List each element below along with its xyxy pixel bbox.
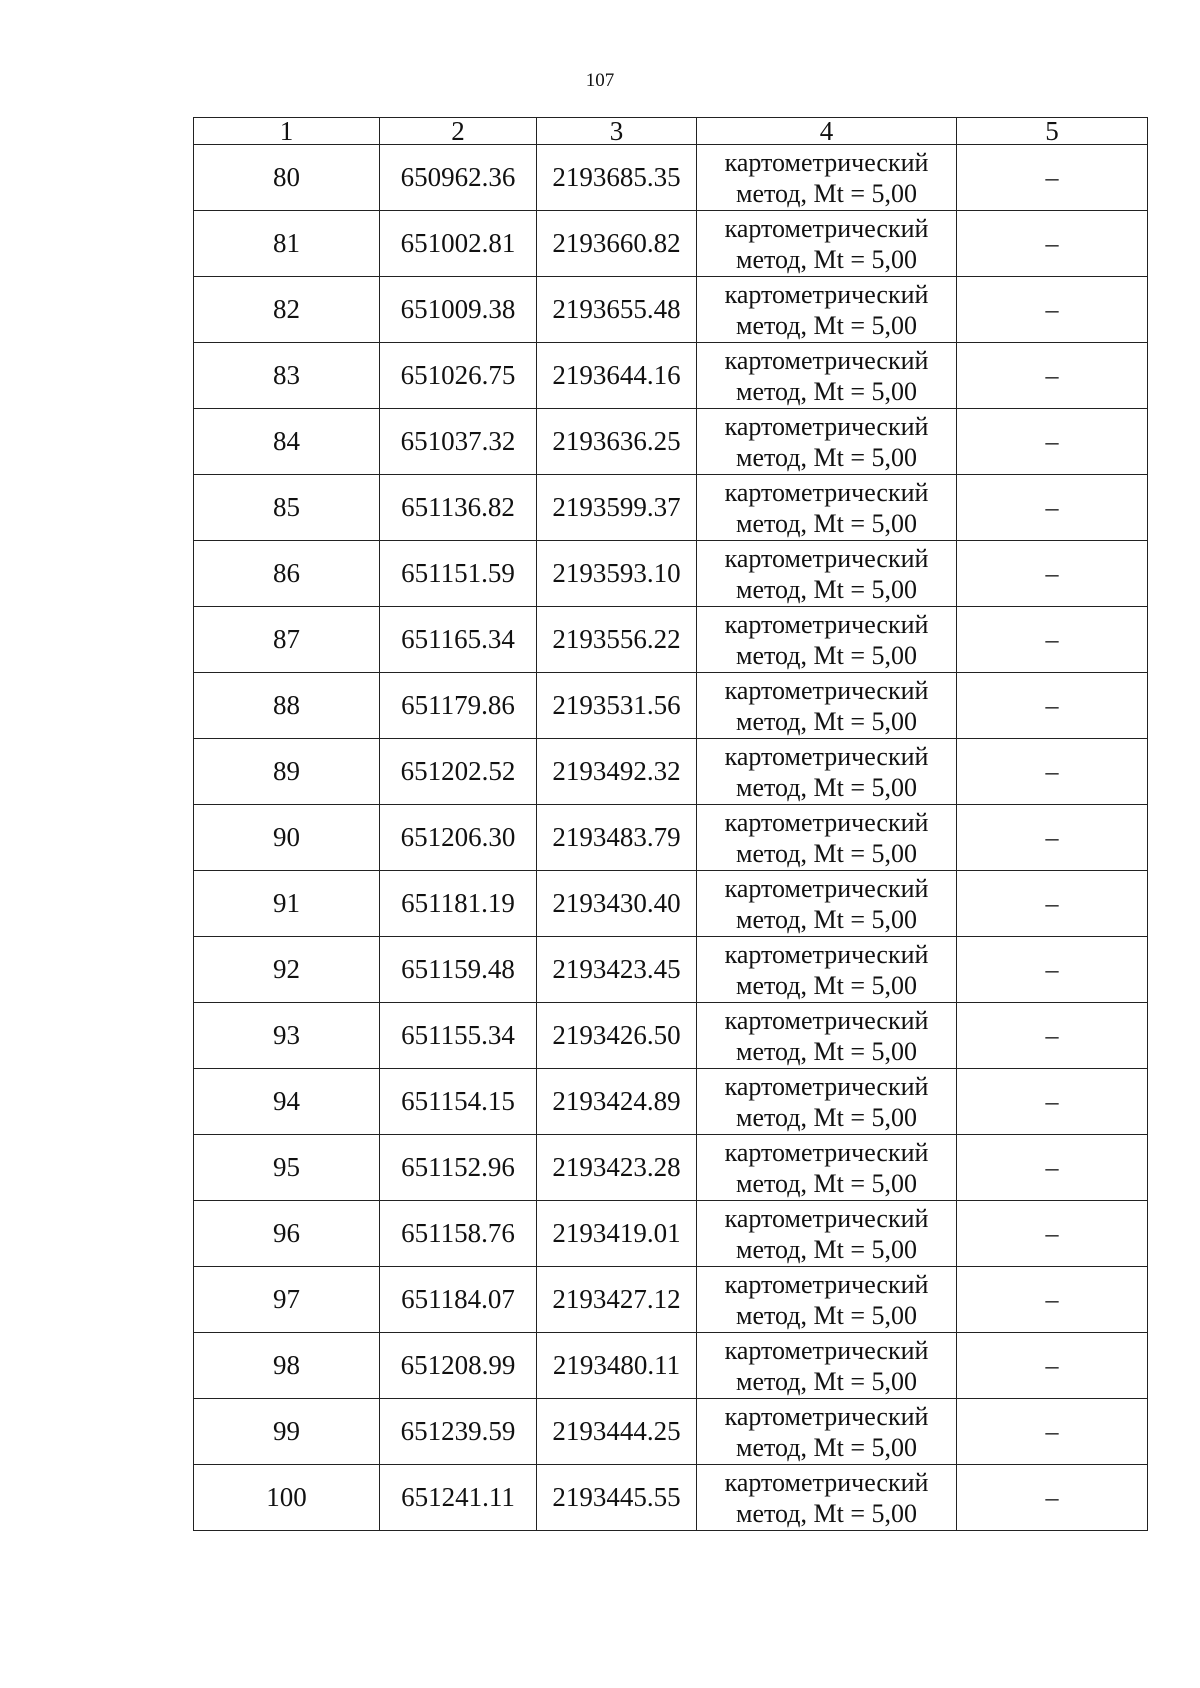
method-cell	[697, 937, 957, 1003]
method-cell	[697, 145, 957, 211]
y-coordinate-cell: 2193644.16	[537, 343, 697, 409]
x-coordinate-cell: 651179.86	[380, 673, 537, 739]
point-number-cell: 80	[194, 145, 380, 211]
column-5-cell: –	[957, 871, 1148, 937]
column-5-cell: –	[957, 1135, 1148, 1201]
column-5-cell: –	[957, 1201, 1148, 1267]
point-number-cell: 91	[194, 871, 380, 937]
method-line-1: картометрический	[724, 147, 929, 177]
x-coordinate-cell: 651151.59	[380, 541, 537, 607]
header-col-2: 2	[380, 118, 537, 145]
method-line-2: метод, Mt = 5,00	[736, 574, 917, 604]
point-number-cell: 83	[194, 343, 380, 409]
y-coordinate-cell: 2193492.32	[537, 739, 697, 805]
method-line-2: метод, Mt = 5,00	[736, 1432, 917, 1462]
method-line-1: картометрический	[724, 1005, 929, 1035]
column-5-cell: –	[957, 1465, 1148, 1531]
method-line-2: метод, Mt = 5,00	[736, 904, 917, 934]
point-number-cell: 86	[194, 541, 380, 607]
method-line-2: метод, Mt = 5,00	[736, 1036, 917, 1066]
point-number-cell: 85	[194, 475, 380, 541]
method-line-2: метод, Mt = 5,00	[736, 970, 917, 1000]
method-cell	[697, 673, 957, 739]
method-cell	[697, 805, 957, 871]
y-coordinate-cell: 2193483.79	[537, 805, 697, 871]
method-cell	[697, 211, 957, 277]
column-5-cell: –	[957, 475, 1148, 541]
method-line-2: метод, Mt = 5,00	[736, 640, 917, 670]
method-line-2: метод, Mt = 5,00	[736, 178, 917, 208]
method-cell	[697, 607, 957, 673]
method-line-1: картометрический	[724, 1269, 929, 1299]
point-number-cell: 98	[194, 1333, 380, 1399]
x-coordinate-cell: 651158.76	[380, 1201, 537, 1267]
column-5-cell: –	[957, 805, 1148, 871]
method-cell	[697, 1267, 957, 1333]
method-line-1: картометрический	[724, 279, 929, 309]
point-number-cell: 88	[194, 673, 380, 739]
point-number-cell: 87	[194, 607, 380, 673]
x-coordinate-cell: 651026.75	[380, 343, 537, 409]
method-cell	[697, 541, 957, 607]
method-line-2: метод, Mt = 5,00	[736, 244, 917, 274]
method-line-1: картометрический	[724, 807, 929, 837]
table-row	[194, 1399, 1148, 1465]
y-coordinate-cell: 2193423.45	[537, 937, 697, 1003]
x-coordinate-cell: 651159.48	[380, 937, 537, 1003]
x-coordinate-cell: 651002.81	[380, 211, 537, 277]
x-coordinate-cell: 651009.38	[380, 277, 537, 343]
table-row	[194, 607, 1148, 673]
column-5-cell: –	[957, 211, 1148, 277]
column-5-cell: –	[957, 343, 1148, 409]
table-row	[194, 871, 1148, 937]
point-number-cell: 92	[194, 937, 380, 1003]
point-number-cell: 99	[194, 1399, 380, 1465]
column-5-cell: –	[957, 145, 1148, 211]
point-number-cell: 82	[194, 277, 380, 343]
x-coordinate-cell: 651136.82	[380, 475, 537, 541]
method-line-2: метод, Mt = 5,00	[736, 1300, 917, 1330]
y-coordinate-cell: 2193660.82	[537, 211, 697, 277]
method-line-2: метод, Mt = 5,00	[736, 1498, 917, 1528]
method-line-2: метод, Mt = 5,00	[736, 508, 917, 538]
method-line-1: картометрический	[724, 939, 929, 969]
method-cell	[697, 1135, 957, 1201]
y-coordinate-cell: 2193593.10	[537, 541, 697, 607]
method-line-2: метод, Mt = 5,00	[736, 772, 917, 802]
method-line-1: картометрический	[724, 873, 929, 903]
table-row	[194, 1135, 1148, 1201]
x-coordinate-cell: 651152.96	[380, 1135, 537, 1201]
method-line-2: метод, Mt = 5,00	[736, 442, 917, 472]
point-number-cell: 94	[194, 1069, 380, 1135]
method-line-1: картометрический	[724, 1467, 929, 1497]
y-coordinate-cell: 2193480.11	[537, 1333, 697, 1399]
y-coordinate-cell: 2193655.48	[537, 277, 697, 343]
table-row	[194, 1069, 1148, 1135]
method-line-1: картометрический	[724, 1071, 929, 1101]
point-number-cell: 96	[194, 1201, 380, 1267]
x-coordinate-cell: 651202.52	[380, 739, 537, 805]
column-5-cell: –	[957, 1267, 1148, 1333]
y-coordinate-cell: 2193444.25	[537, 1399, 697, 1465]
table-row	[194, 1465, 1148, 1531]
method-cell	[697, 1399, 957, 1465]
method-line-2: метод, Mt = 5,00	[736, 1234, 917, 1264]
column-5-cell: –	[957, 607, 1148, 673]
y-coordinate-cell: 2193445.55	[537, 1465, 697, 1531]
header-col-5: 5	[957, 118, 1148, 145]
method-line-2: метод, Mt = 5,00	[736, 1102, 917, 1132]
x-coordinate-cell: 651206.30	[380, 805, 537, 871]
method-line-1: картометрический	[724, 1137, 929, 1167]
method-cell	[697, 871, 957, 937]
y-coordinate-cell: 2193599.37	[537, 475, 697, 541]
column-5-cell: –	[957, 1003, 1148, 1069]
method-line-1: картометрический	[724, 1203, 929, 1233]
column-5-cell: –	[957, 1399, 1148, 1465]
coordinates-table	[193, 117, 1148, 1531]
method-cell	[697, 1333, 957, 1399]
method-line-2: метод, Mt = 5,00	[736, 838, 917, 868]
page-number: 107	[585, 70, 615, 91]
y-coordinate-cell: 2193426.50	[537, 1003, 697, 1069]
method-cell	[697, 343, 957, 409]
point-number-cell: 81	[194, 211, 380, 277]
y-coordinate-cell: 2193419.01	[537, 1201, 697, 1267]
table-row	[194, 145, 1148, 211]
column-5-cell: –	[957, 541, 1148, 607]
method-cell	[697, 1003, 957, 1069]
table-row	[194, 805, 1148, 871]
header-col-1: 1	[194, 118, 380, 145]
method-line-1: картометрический	[724, 345, 929, 375]
method-cell	[697, 475, 957, 541]
y-coordinate-cell: 2193685.35	[537, 145, 697, 211]
x-coordinate-cell: 651184.07	[380, 1267, 537, 1333]
x-coordinate-cell: 651037.32	[380, 409, 537, 475]
x-coordinate-cell: 651239.59	[380, 1399, 537, 1465]
column-5-cell: –	[957, 409, 1148, 475]
point-number-cell: 84	[194, 409, 380, 475]
table-row	[194, 475, 1148, 541]
table-row	[194, 541, 1148, 607]
header-col-4: 4	[697, 118, 957, 145]
column-5-cell: –	[957, 1069, 1148, 1135]
table-row	[194, 277, 1148, 343]
table-row	[194, 343, 1148, 409]
y-coordinate-cell: 2193424.89	[537, 1069, 697, 1135]
method-line-1: картометрический	[724, 609, 929, 639]
point-number-cell: 93	[194, 1003, 380, 1069]
y-coordinate-cell: 2193636.25	[537, 409, 697, 475]
table-row	[194, 937, 1148, 1003]
table-row	[194, 1333, 1148, 1399]
method-line-2: метод, Mt = 5,00	[736, 706, 917, 736]
x-coordinate-cell: 651241.11	[380, 1465, 537, 1531]
method-cell	[697, 1465, 957, 1531]
method-line-1: картометрический	[724, 1335, 929, 1365]
table-body	[194, 145, 1148, 1531]
column-5-cell: –	[957, 1333, 1148, 1399]
y-coordinate-cell: 2193531.56	[537, 673, 697, 739]
x-coordinate-cell: 651208.99	[380, 1333, 537, 1399]
table-header-row	[194, 118, 1148, 145]
method-cell	[697, 739, 957, 805]
table-row	[194, 1267, 1148, 1333]
y-coordinate-cell: 2193556.22	[537, 607, 697, 673]
table-row	[194, 673, 1148, 739]
point-number-cell: 95	[194, 1135, 380, 1201]
point-number-cell: 100	[194, 1465, 380, 1531]
header-col-3: 3	[537, 118, 697, 145]
y-coordinate-cell: 2193427.12	[537, 1267, 697, 1333]
point-number-cell: 90	[194, 805, 380, 871]
method-line-1: картометрический	[724, 213, 929, 243]
table-row	[194, 211, 1148, 277]
method-line-1: картометрический	[724, 411, 929, 441]
method-line-2: метод, Mt = 5,00	[736, 1366, 917, 1396]
table-row	[194, 409, 1148, 475]
method-cell	[697, 277, 957, 343]
method-line-1: картометрический	[724, 1401, 929, 1431]
method-line-2: метод, Mt = 5,00	[736, 1168, 917, 1198]
table-row	[194, 1201, 1148, 1267]
x-coordinate-cell: 651154.15	[380, 1069, 537, 1135]
method-line-1: картометрический	[724, 543, 929, 573]
column-5-cell: –	[957, 277, 1148, 343]
column-5-cell: –	[957, 739, 1148, 805]
column-5-cell: –	[957, 673, 1148, 739]
method-line-1: картометрический	[724, 741, 929, 771]
method-cell	[697, 1069, 957, 1135]
x-coordinate-cell: 651181.19	[380, 871, 537, 937]
y-coordinate-cell: 2193430.40	[537, 871, 697, 937]
y-coordinate-cell: 2193423.28	[537, 1135, 697, 1201]
x-coordinate-cell: 651165.34	[380, 607, 537, 673]
point-number-cell: 97	[194, 1267, 380, 1333]
method-line-1: картометрический	[724, 477, 929, 507]
method-cell	[697, 1201, 957, 1267]
method-cell	[697, 409, 957, 475]
table-row	[194, 1003, 1148, 1069]
method-line-2: метод, Mt = 5,00	[736, 376, 917, 406]
point-number-cell: 89	[194, 739, 380, 805]
x-coordinate-cell: 651155.34	[380, 1003, 537, 1069]
x-coordinate-cell: 650962.36	[380, 145, 537, 211]
table-row	[194, 739, 1148, 805]
method-line-2: метод, Mt = 5,00	[736, 310, 917, 340]
method-line-1: картометрический	[724, 675, 929, 705]
column-5-cell: –	[957, 937, 1148, 1003]
